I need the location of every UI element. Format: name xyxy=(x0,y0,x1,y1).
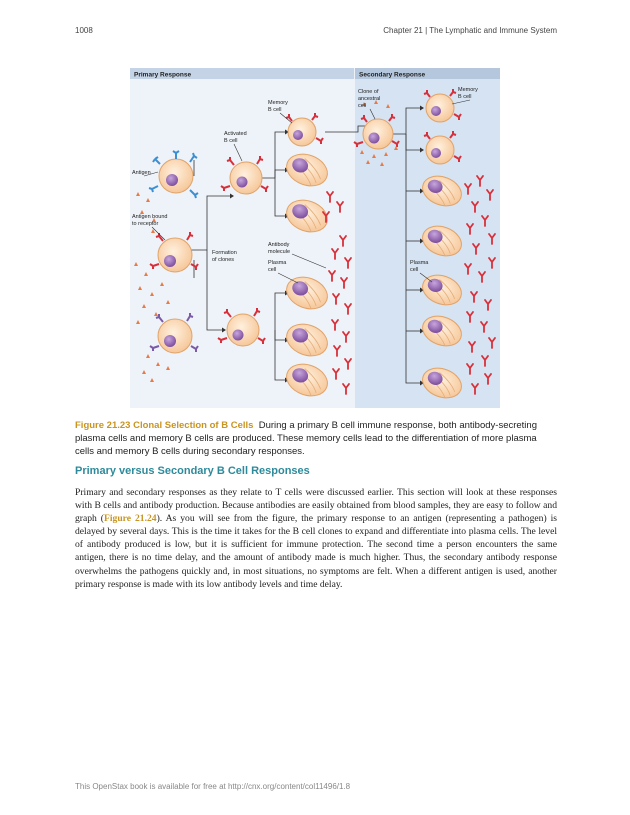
label-antigen-bound-2: to receptor xyxy=(132,221,159,227)
primary-title: Primary Response xyxy=(134,71,192,79)
clonal-selection-figure xyxy=(130,68,500,408)
section-title: Primary versus Secondary B Cell Responses xyxy=(75,465,310,477)
label-plasma-sec-1: Plasma xyxy=(410,260,429,266)
body-text-end: ). As you will see from the figure, the primary response to an antigen (representing a pathogen) is delayed by several days. This is the time it takes for the B cell clones to expand and differentiate into plasma cells. The level of antibody produced is low, but it is sufficient for immune protection. The second time a person encounters the same antigen, there is no time delay, and the amount of antibody made is much higher. Thus, the secondary antibody response overwhelms the pathogens quickly and, in most situations, no symptoms are felt. When a different antigen is used, another primary response is made with its low antibody levels and time delay. xyxy=(75,513,558,590)
caption-label: Figure 21.23 Clonal Selection of B Cells xyxy=(75,420,254,431)
label-plasma-1: Plasma xyxy=(268,260,287,266)
label-clone-3: cell xyxy=(358,103,367,109)
body-paragraph xyxy=(75,486,557,591)
caption-text: During a primary B cell immune response, both antibody-secreting plasma cells and memory B cells are produced. These memory cells lead to the differentiation of more plasma cells and memory B cells during secondary responses. xyxy=(75,420,537,457)
label-plasma-sec-2: cell xyxy=(410,267,419,273)
label-activated-1: Activated xyxy=(224,131,247,137)
secondary-title: Secondary Response xyxy=(359,71,426,79)
label-antibody-1: Antibody xyxy=(268,242,290,248)
label-activated-2: B cell xyxy=(224,138,238,144)
label-memory-sec-2: B cell xyxy=(458,94,472,100)
label-formation-2: of clones xyxy=(212,257,235,263)
figure-link[interactable]: Figure 21.24 xyxy=(104,513,157,525)
body-text-start: Primary and secondary responses as they relate to T cells were discussed earlier. This section will look at these responses with B cells and antibody production. Because antibodies are easily obtained from blood samples, they are easy to follow and graph ( xyxy=(75,487,557,525)
label-memory-sec-1: Memory xyxy=(458,87,478,93)
label-memory-2: B cell xyxy=(268,107,282,113)
label-plasma-2: cell xyxy=(268,267,277,273)
label-antigen: Antigen xyxy=(132,170,151,176)
figure-caption xyxy=(75,419,557,458)
page-number: 1008 xyxy=(75,26,93,35)
footer-note: This OpenStax book is available for free at http://cnx.org/content/col11496/1.8 xyxy=(75,782,351,791)
running-header: Chapter 21 | The Lymphatic and Immune System xyxy=(383,26,557,35)
label-clone-1: Clone of xyxy=(358,89,379,95)
label-clone-2: ancestral xyxy=(358,96,381,102)
label-antibody-2: molecule xyxy=(268,249,291,255)
label-antigen-bound-1: Antigen bound xyxy=(132,214,168,220)
primary-panel xyxy=(130,68,355,408)
label-memory-1: Memory xyxy=(268,100,288,106)
label-formation-1: Formation xyxy=(212,250,237,256)
